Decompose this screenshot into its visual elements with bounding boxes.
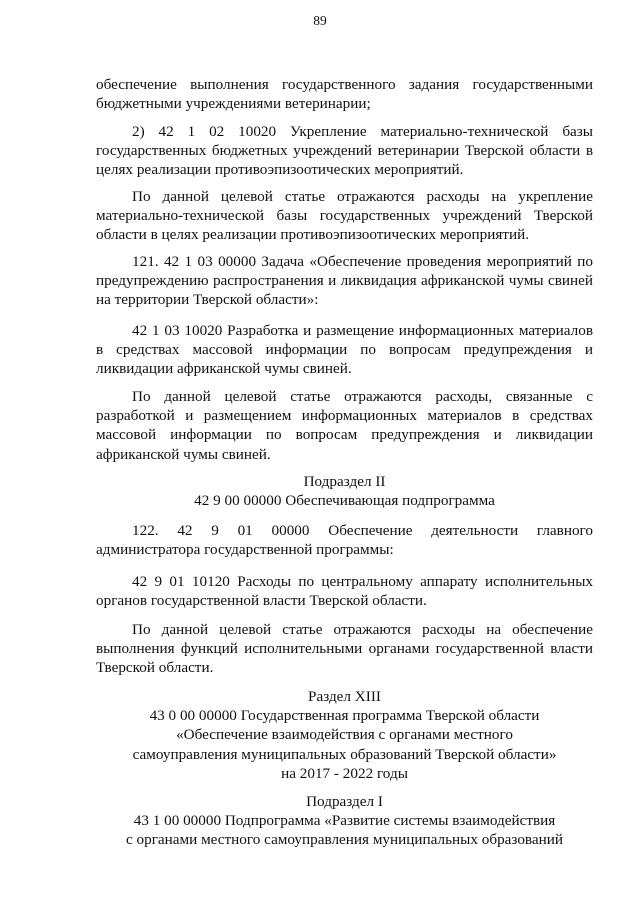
subsection-ii-heading — [96, 472, 593, 510]
paragraph-text: обеспечение выполнения государственного задания государственными бюджетными учреждениями ветеринарии; — [96, 76, 593, 113]
section-title-line: на 2017 - 2022 годы — [281, 764, 408, 782]
section-title-line: самоуправления муниципальных образований Тверской области» — [132, 745, 557, 763]
paragraph-text: По данной целевой статье отражаются расходы, связанные с разработкой и размещением информационных материалов в средствах массовой информации по вопросам предупреждения и ликвидации африканской чумы свиней. — [96, 388, 593, 463]
paragraph-vet-assignment — [96, 75, 593, 113]
paragraph-text: По данной целевой статье отражаются расходы на обеспечение выполнения функций исполнительными органами государственной власти Тверской области. — [96, 621, 593, 677]
subsection-i-heading — [96, 792, 593, 850]
paragraph-text: 2) 42 1 02 10020 Укрепление материально-технической базы государственных бюджетных учреждений ветеринарии Тверской области в целях реализации противоэпизоотических мероприятий. — [96, 123, 593, 179]
subsection-label: Подраздел I — [306, 793, 383, 810]
subsection-label: Подраздел II — [303, 473, 386, 490]
paragraph-text: 121. 42 1 03 00000 Задача «Обеспечение проведения мероприятий по предупреждению распространения и ликвидация африканской чумы свиней на территории Тверской области»: — [96, 253, 593, 309]
paragraph-42-1-02-10020 — [96, 122, 593, 180]
subsection-title: 42 9 00 00000 Обеспечивающая подпрограмма — [194, 492, 495, 510]
subsection-title-line: с органами местного самоуправления муниципальных образований — [125, 831, 564, 849]
paragraph-item-121 — [96, 252, 593, 310]
paragraph-text: По данной целевой статье отражаются расходы на укрепление материально-технической базы государственных учреждений Тверской области в целях реализации противоэпизоотических мероприятий. — [96, 188, 593, 244]
paragraph-expense-note-3 — [96, 620, 593, 678]
section-label: Раздел XIII — [308, 688, 381, 705]
paragraph-expense-note-1 — [96, 187, 593, 245]
section-xiii-heading — [96, 687, 593, 783]
paragraph-42-1-03-10020 — [96, 321, 593, 379]
paragraph-item-122 — [96, 521, 593, 559]
paragraph-text: 42 9 01 10120 Расходы по центральному аппарату исполнительных органов государственной власти Тверской области. — [96, 573, 593, 610]
paragraph-text: 42 1 03 10020 Разработка и размещение информационных материалов в средствах массовой информации по вопросам предупреждения и ликвидации африканской чумы свиней. — [96, 322, 593, 378]
subsection-title-line: 43 1 00 00000 Подпрограмма «Развитие системы взаимодействия — [133, 812, 556, 830]
paragraph-text: 122. 42 9 01 00000 Обеспечение деятельности главного администратора государственной программы: — [96, 522, 593, 559]
page-number: 89 — [313, 13, 327, 28]
paragraph-42-9-01-10120 — [96, 572, 593, 610]
paragraph-expense-note-2 — [96, 387, 593, 464]
section-title-line: «Обеспечение взаимодействия с органами местного — [176, 726, 513, 744]
section-title-line: 43 0 00 00000 Государственная программа Тверской области — [149, 707, 540, 725]
